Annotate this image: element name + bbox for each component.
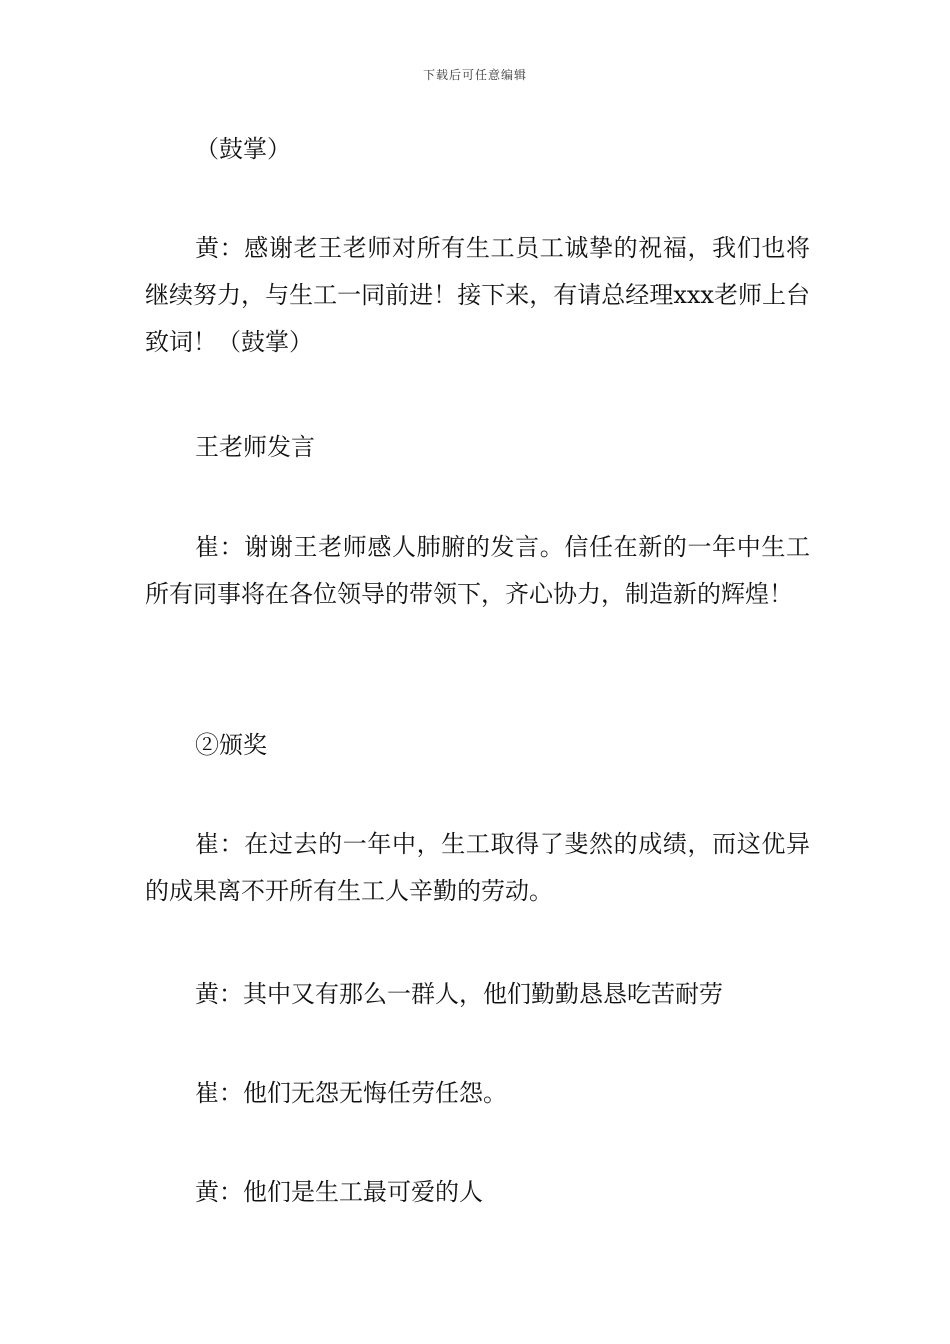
header-note: 下载后可任意编辑	[422, 68, 527, 82]
paragraph-award-heading: ②颁奖	[195, 731, 267, 759]
paragraph-cui-no-regrets: 崔：他们无怨无悔任劳任怨。	[195, 1079, 507, 1107]
paragraph-huang-group: 黄：其中又有那么一群人，他们勤勤恳恳吃苦耐劳	[195, 980, 723, 1008]
paragraph-wang-speech: 王老师发言	[195, 433, 315, 461]
paragraph-huang-thanks: 黄：感谢老王老师对所有生工员工诚挚的祝福，我们也将继续努力，与生工一同前进！接下来，有请总经理xxx老师上台致词！（鼓掌）	[145, 234, 810, 356]
paragraph-huang-lovely: 黄：他们是生工最可爱的人	[195, 1178, 483, 1206]
paragraph-cui-achievements: 崔：在过去的一年中，生工取得了斐然的成绩，而这优异的成果离不开所有生工人辛勤的劳动。	[145, 830, 810, 905]
paragraph-applause: （鼓掌）	[195, 135, 291, 163]
paragraph-cui-thanks: 崔：谢谢王老师感人肺腑的发言。信任在新的一年中生工所有同事将在各位领导的带领下，齐心协力，制造新的辉煌！	[145, 533, 810, 608]
